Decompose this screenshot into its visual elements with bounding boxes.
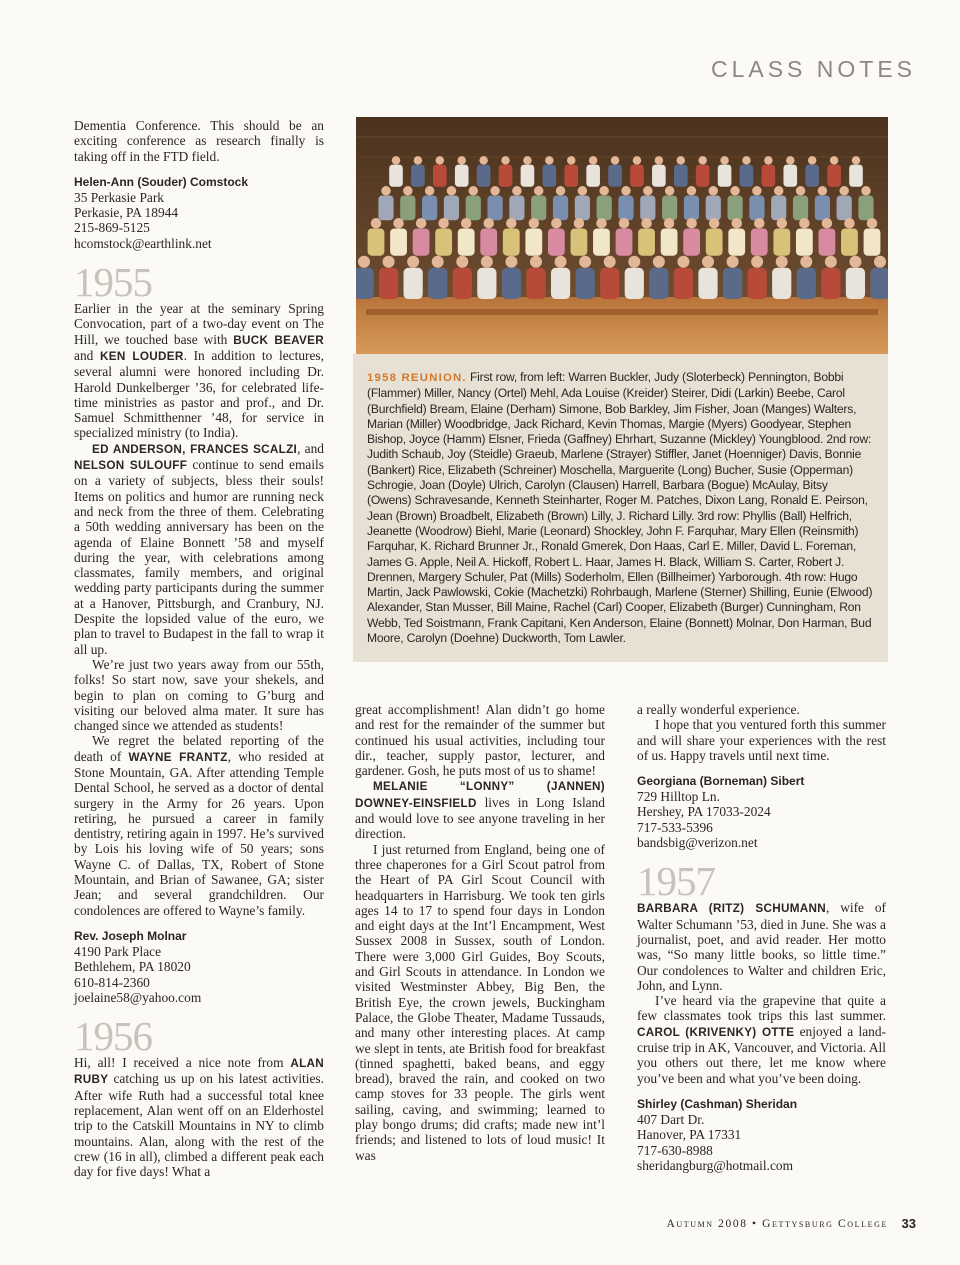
person-body bbox=[684, 196, 699, 221]
person-body bbox=[368, 228, 385, 255]
person-body bbox=[466, 196, 481, 221]
person-body bbox=[356, 268, 374, 299]
person-body bbox=[576, 268, 595, 299]
signature-city: Bethlehem, PA 18020 bbox=[74, 959, 191, 975]
person-head bbox=[556, 186, 566, 196]
person-head bbox=[844, 218, 855, 229]
person-head bbox=[425, 186, 435, 196]
person-head bbox=[822, 218, 833, 229]
person-head bbox=[589, 156, 598, 165]
person-body bbox=[727, 196, 742, 221]
photo-caption bbox=[367, 370, 874, 646]
person-head bbox=[643, 186, 653, 196]
signature-city: Hershey, PA 17033-2024 bbox=[637, 804, 771, 820]
text: continue to send emails on a variety of subjects, bless their souls! Items on politics and humor are running neck and neck from the three of them. Celebrating a 50th wedding anniversary has been on the agenda of Elaine Bonnett ’58 and myself during the year, with celebrations among classmates, family members, and original wedding party participants during the summer at a Hanover, Pittsburgh, and Cranbury, NJ. Despite the lopsided value of the euro, we plan to travel to Budapest in the fall to wrap it all up. bbox=[74, 457, 324, 657]
person-head bbox=[800, 256, 812, 268]
person-head bbox=[777, 218, 788, 229]
person-body bbox=[748, 268, 767, 299]
person-body bbox=[433, 165, 447, 187]
person-body bbox=[531, 196, 546, 221]
person-body bbox=[718, 165, 732, 187]
person-body bbox=[390, 228, 407, 255]
person-head bbox=[664, 218, 675, 229]
person-head bbox=[818, 186, 828, 196]
person-body bbox=[499, 165, 513, 187]
person-head bbox=[483, 218, 494, 229]
person-head bbox=[579, 256, 591, 268]
paragraph: great accomplishment! Alan didn’t go home and rest for the remainder of the summer but continued his usual activities, including tour dir., teacher, supply pastor, lecturer, and gardener. Gosh, he puts most of us to shame! bbox=[355, 702, 605, 779]
person-body bbox=[819, 228, 836, 255]
signature-block bbox=[637, 1096, 886, 1173]
person-head bbox=[461, 218, 472, 229]
person-body bbox=[378, 196, 393, 221]
classmate-name: ALAN RUBY bbox=[74, 1057, 324, 1087]
person-head bbox=[754, 218, 765, 229]
person-head bbox=[457, 156, 466, 165]
person-head bbox=[796, 186, 806, 196]
text: Earlier in the year at the seminary Spring Convocation, part of a two-day event on The Hill, we touched base with bbox=[74, 301, 324, 347]
person-head bbox=[874, 256, 886, 268]
signature-block bbox=[74, 928, 324, 1005]
signature-email[interactable]: joelaine58@yahoo.com bbox=[74, 989, 202, 1005]
person-head bbox=[506, 218, 517, 229]
paragraph bbox=[74, 441, 324, 657]
person-head bbox=[456, 256, 468, 268]
reunion-photo-image bbox=[356, 117, 888, 355]
person-head bbox=[407, 256, 419, 268]
person-head bbox=[709, 186, 719, 196]
classmate-name: MELANIE “LONNY” (JANNEN) DOWNEY-EINSFIELD bbox=[355, 780, 605, 810]
person-head bbox=[677, 156, 686, 165]
classmate-name: BUCK BEAVER bbox=[233, 333, 324, 347]
person-body bbox=[674, 268, 693, 299]
section-header: CLASS NOTES bbox=[710, 56, 916, 82]
signature-address: 35 Perkasie Park bbox=[74, 189, 164, 205]
person-body bbox=[389, 165, 403, 187]
person-body bbox=[706, 228, 723, 255]
person-head bbox=[867, 218, 878, 229]
person-head bbox=[808, 156, 817, 165]
signature-address: 407 Dart Dr. bbox=[637, 1111, 705, 1127]
text: enjoyed a land-cruise trip in AK, Vancouver, and Victoria. All you others out there, let me know where you’ve been and what you’ve been doing. bbox=[637, 1023, 886, 1086]
column-3 bbox=[637, 702, 886, 1179]
person-body bbox=[696, 165, 710, 187]
person-head bbox=[416, 218, 427, 229]
reunion-photo bbox=[356, 117, 888, 355]
person-body bbox=[553, 196, 568, 221]
text: I’ve heard via the grapevine that quite a few classmates took trips this last summer. bbox=[637, 993, 886, 1024]
paragraph: I just returned from England, being one of three chaperones for a Girl Scout patrol from the Heart of PA Girl Scout Council with headquarters in Harrisburg. We took ten girls ages 14 to 17 to spend four days in London and eight days at the Int’l Encampment, West Sussex 2008 in Sussex, south of London. There were 3,000 Girl Guides, Boy Scouts, and Girl Scouts in attendance. In London we visited Westminster Abbey, Big Ben, the British Eye, the crown jewels, Buckingham Palace, the Globe Theater, Madame Tussauds, and many other interesting places. At camp we slept in tents, ate British food for breakfast (tinned spaghetti, baked beans, and eggy bread), braved the rain, and cooked on two camp stoves for 33 people. The girls went sailing, caving, and swimming; learned to play bongo drums; did crafts; made new int’l friends; and listened to lots of loud music! It was bbox=[355, 841, 605, 1163]
person-body bbox=[783, 165, 797, 187]
person-body bbox=[428, 268, 447, 299]
classmate-name: NELSON SULOUFF bbox=[74, 459, 188, 473]
person-body bbox=[864, 228, 881, 255]
person-head bbox=[641, 218, 652, 229]
person-body bbox=[444, 196, 459, 221]
signature-phone: 610-814-2360 bbox=[74, 974, 150, 990]
person-head bbox=[731, 218, 742, 229]
photo-caption-box bbox=[353, 354, 888, 662]
text: catching us up on his latest activities. After wife Ruth had a successful total knee replacement, Alan went off on an Elderhostel trip to the Catskill Mountains in NY to climb mountains. Alan, along with the rest of the crew (16 in all), climbed a different peak each day for five days! What a bbox=[74, 1071, 324, 1180]
person-head bbox=[371, 218, 382, 229]
person-head bbox=[698, 156, 707, 165]
person-head bbox=[596, 218, 607, 229]
person-head bbox=[393, 218, 404, 229]
person-head bbox=[578, 186, 588, 196]
person-body bbox=[846, 268, 865, 299]
person-head bbox=[432, 256, 444, 268]
person-body bbox=[435, 228, 452, 255]
person-head bbox=[436, 156, 445, 165]
class-year-heading: 1957 bbox=[637, 858, 715, 905]
person-head bbox=[619, 218, 630, 229]
text: We regret the belated reporting of the death of bbox=[74, 733, 324, 764]
text: . In addition to lectures, several alumni were honored including Dr. Harold Dunkelberger ’36, for celebrated life-time ministries as pastor and prof., and Dr. Samuel Schmitthenner ’48, for service in specialized ministry (to India). bbox=[74, 347, 324, 441]
caption-text: First row, from left: Warren Buckler, Judy (Sloterbeck) Pennington, Bobbi (Flammer) Miller, Nancy (Ortel) Mehl, Ada Louise (Kreider) Steirer, Didi (Larkin) Beebe, Carol (Burchfield) Bream, Elaine (Derham) Simone, Bob Barkley, Jim Fisher, Joan (Manges) Walters, Marian (Miller) Woodbridge, Jack Richard, Kevin Thomas, Margie (Myers) Goodyear, Stephen Bishop, Joyce (Hamm) Elsner, Frieda (Gaffney) Ehrhart, Suzanne (Mickley) Youngblood. 2nd row: Judith Schaub, Joy (Steidle) Graeub, Marlene (Strayer) Stiffler, Janet (Hoenniger) Davis, Bonnie (Bankert) Rice, Elizabeth (Schreiner) Moschella, Marguerite (Long) Bucher, Susie (Opperman) Schrogie, Joan (Doyle) Ulrich, Carolyn (Clausen) Harrell, Barbara (Bogue) McAulay, Bitsy (Owens) Schravesande, Kenneth Steinharter, Roger M. Patches, Dixon Lang, Ronald E. Peirson, Jean (Brown) Broadbelt, Elizabeth (Brown) Lilly, J. Richard Lilly. 3rd row: Phyllis (Ball) Helfrich, Jeanette (Woodrow) Biehl, Marie (Leonard) Shockley, John F. Farquhar, Mary Ellen (Reinsmith) Farquhar, K. Richard Brunner Jr., Ronald Gmerek, Don Haas, Carl E. Miller, David L. Foreman, James G. Apple, Neil A. Hickoff, Robert L. Haar, James H. Black, William S. Carter, Robert J. Drennen, Margery Schuler, Pat (Mills) Soderholm, Ellen (Billheimer) Yarborough. 4th row: Hugo Martin, Jack Pawlowski, Cokie (Machetzki) Rohrbaugh, Marlene (Sterner) Shilling, Eunie (Elwood) Alexander, Stan Musser, Bill Maine, Rachel (Carl) Cooper, Elizabeth (Burger) Cunningham, Ron Webb, Ted Soistmann, Frank Capitani, Ken Anderson, Elaine (Bonnett) Molnar, Don Harman, Bud Moore, Carolyn (Doehne) Duckworth, Tom Lawler. bbox=[367, 370, 873, 646]
person-head bbox=[776, 256, 788, 268]
signature-email[interactable]: sheridangburg@hotmail.com bbox=[637, 1157, 794, 1173]
signature-name: Helen-Ann (Souder) Comstock bbox=[74, 174, 249, 189]
person-head bbox=[686, 218, 697, 229]
person-body bbox=[564, 165, 578, 187]
person-body bbox=[458, 228, 475, 255]
person-body bbox=[662, 196, 677, 221]
person-body bbox=[640, 196, 655, 221]
person-head bbox=[687, 186, 697, 196]
person-head bbox=[653, 256, 665, 268]
person-body bbox=[616, 228, 633, 255]
paragraph bbox=[74, 1055, 324, 1179]
person-body bbox=[526, 268, 545, 299]
person-head bbox=[479, 156, 488, 165]
person-head bbox=[677, 256, 689, 268]
person-body bbox=[477, 165, 491, 187]
text: , wife of Walter Schumann ’53, died in June. She was a journalist, poet, and avid reader. Her motto was, “So many little books, so little time.” Our condolences to Walter and children Eric, John, and Lynn. bbox=[637, 900, 886, 993]
person-body bbox=[797, 268, 816, 299]
person-head bbox=[481, 256, 493, 268]
person-head bbox=[786, 156, 795, 165]
person-body bbox=[480, 228, 497, 255]
signature-block bbox=[74, 174, 324, 251]
person-head bbox=[534, 186, 544, 196]
person-head bbox=[403, 186, 413, 196]
person-body bbox=[575, 196, 590, 221]
person-body bbox=[706, 196, 721, 221]
person-head bbox=[574, 218, 585, 229]
person-body bbox=[379, 268, 398, 299]
person-body bbox=[593, 228, 610, 255]
signature-city: Hanover, PA 17331 bbox=[637, 1127, 742, 1143]
person-body bbox=[661, 228, 678, 255]
signature-city: Perkasie, PA 18944 bbox=[74, 205, 179, 221]
paragraph bbox=[74, 733, 324, 918]
person-body bbox=[805, 165, 819, 187]
signature-address: 729 Hilltop Ln. bbox=[637, 789, 720, 805]
paragraph: We’re just two years away from our 55th, folks! So start now, save your shekels, and begin to plan on coming to G’burg and visiting our beloved alma mater. It sure has changed since we attended as students! bbox=[74, 656, 324, 734]
person-body bbox=[453, 268, 472, 299]
signature-block bbox=[637, 773, 886, 850]
person-body bbox=[543, 165, 557, 187]
person-body bbox=[652, 165, 666, 187]
person-head bbox=[852, 156, 861, 165]
person-body bbox=[487, 196, 502, 221]
classmate-name: KEN LOUDER bbox=[100, 349, 184, 363]
class-year-heading: 1956 bbox=[74, 1013, 152, 1060]
person-body bbox=[618, 196, 633, 221]
person-body bbox=[400, 196, 415, 221]
person-body bbox=[404, 268, 423, 299]
paragraph bbox=[637, 993, 886, 1086]
person-head bbox=[730, 186, 740, 196]
person-body bbox=[773, 228, 790, 255]
paragraph: I hope that you ventured forth this summer and will share your experiences with the rest of us. Happy travels until next time. bbox=[637, 717, 886, 763]
person-body bbox=[728, 228, 745, 255]
paragraph: a really wonderful experience. bbox=[637, 702, 800, 717]
person-body bbox=[502, 268, 521, 299]
signature-phone: 215-869-5125 bbox=[74, 220, 150, 236]
person-body bbox=[608, 165, 622, 187]
person-head bbox=[512, 186, 522, 196]
signature-address: 4190 Park Place bbox=[74, 943, 162, 959]
person-head bbox=[599, 186, 609, 196]
person-head bbox=[751, 256, 763, 268]
person-head bbox=[447, 186, 457, 196]
person-head bbox=[799, 218, 810, 229]
person-body bbox=[625, 268, 644, 299]
person-head bbox=[861, 186, 871, 196]
paragraph bbox=[74, 301, 324, 441]
person-head bbox=[727, 256, 739, 268]
person-body bbox=[477, 268, 496, 299]
class-year-heading: 1955 bbox=[74, 259, 152, 306]
person-head bbox=[555, 256, 567, 268]
signature-name: Shirley (Cashman) Sheridan bbox=[637, 1096, 798, 1111]
person-head bbox=[383, 256, 395, 268]
person-head bbox=[438, 218, 449, 229]
paragraph bbox=[355, 778, 605, 841]
caption-label: 1958 REUNION. bbox=[367, 372, 467, 384]
person-head bbox=[655, 156, 664, 165]
person-body bbox=[649, 268, 668, 299]
page-footer: Autumn 2008 • Gettysburg College bbox=[666, 1218, 888, 1230]
person-head bbox=[702, 256, 714, 268]
person-body bbox=[762, 165, 776, 187]
text: Hi, all! I received a nice note from bbox=[74, 1055, 291, 1071]
person-head bbox=[414, 156, 423, 165]
person-body bbox=[638, 228, 655, 255]
person-body bbox=[870, 268, 888, 299]
classmate-name: ED ANDERSON, FRANCES SCALZI bbox=[92, 442, 298, 456]
column-2 bbox=[355, 702, 605, 1163]
person-head bbox=[381, 186, 391, 196]
paragraph bbox=[637, 900, 886, 993]
person-body bbox=[837, 196, 852, 221]
person-body bbox=[796, 228, 813, 255]
person-body bbox=[597, 196, 612, 221]
person-body bbox=[793, 196, 808, 221]
person-body bbox=[551, 268, 570, 299]
person-head bbox=[621, 186, 631, 196]
person-body bbox=[586, 165, 600, 187]
intro-paragraph: Dementia Conference. This should be an exciting conference as research finally is taking off in the FTD field. bbox=[74, 118, 324, 164]
person-body bbox=[548, 228, 565, 255]
person-body bbox=[422, 196, 437, 221]
person-head bbox=[774, 186, 784, 196]
person-head bbox=[742, 156, 751, 165]
person-head bbox=[849, 256, 861, 268]
person-head bbox=[530, 256, 542, 268]
person-head bbox=[764, 156, 773, 165]
person-head bbox=[490, 186, 500, 196]
signature-email[interactable]: hcomstock@earthlink.net bbox=[74, 235, 212, 251]
text: and bbox=[74, 347, 100, 363]
person-head bbox=[567, 156, 576, 165]
person-head bbox=[529, 218, 540, 229]
person-body bbox=[749, 196, 764, 221]
person-head bbox=[392, 156, 401, 165]
person-body bbox=[740, 165, 754, 187]
person-head bbox=[665, 186, 675, 196]
person-body bbox=[521, 165, 535, 187]
person-body bbox=[503, 228, 520, 255]
person-body bbox=[772, 268, 791, 299]
text: , and bbox=[297, 440, 324, 456]
person-body bbox=[815, 196, 830, 221]
person-body bbox=[525, 228, 542, 255]
person-body bbox=[849, 165, 863, 187]
person-head bbox=[839, 186, 849, 196]
person-body bbox=[509, 196, 524, 221]
person-body bbox=[413, 228, 430, 255]
person-head bbox=[628, 256, 640, 268]
text: lives in Long Island and would love to see anyone traveling in her direction. bbox=[355, 794, 605, 842]
classmate-name: CAROL (KRIVENKY) OTTE bbox=[637, 1025, 795, 1039]
person-body bbox=[600, 268, 619, 299]
person-body bbox=[841, 228, 858, 255]
person-body bbox=[630, 165, 644, 187]
person-body bbox=[723, 268, 742, 299]
column-1 bbox=[74, 118, 324, 1180]
person-head bbox=[830, 156, 839, 165]
person-body bbox=[751, 228, 768, 255]
person-body bbox=[683, 228, 700, 255]
person-head bbox=[545, 156, 554, 165]
signature-name: Rev. Joseph Molnar bbox=[74, 928, 187, 943]
person-body bbox=[827, 165, 841, 187]
text: , who resided at Stone Mountain, GA. After attending Temple Dental School, he served as a doctor of dental surgery in the Army for 26 years. Upon retiring, he pursued a career in family dentistry, retiring again in 1997. He’s survived by Lois his loving wife of 50 years; sons Wayne C. of Dallas, TX, Robert of Stone Mountain, and Brian of Sawanee, GA; sister Jean; and several grandchildren. Our condolences are offered to Wayne’s family. bbox=[74, 748, 324, 918]
person-body bbox=[858, 196, 873, 221]
person-body bbox=[771, 196, 786, 221]
person-head bbox=[551, 218, 562, 229]
person-body bbox=[821, 268, 840, 299]
signature-phone: 717-533-5396 bbox=[637, 819, 713, 835]
person-head bbox=[611, 156, 620, 165]
person-body bbox=[455, 165, 469, 187]
person-head bbox=[505, 256, 517, 268]
signature-email[interactable]: bandsbig@verizon.net bbox=[637, 835, 758, 851]
person-body bbox=[674, 165, 688, 187]
page-number: 33 bbox=[901, 1216, 916, 1231]
classmate-name: BARBARA (RITZ) SCHUMANN bbox=[637, 902, 826, 916]
person-body bbox=[571, 228, 588, 255]
classmate-name: WAYNE FRANTZ bbox=[128, 750, 228, 764]
person-head bbox=[720, 156, 729, 165]
person-head bbox=[523, 156, 532, 165]
person-head bbox=[633, 156, 642, 165]
signature-name: Georgiana (Borneman) Sibert bbox=[637, 774, 805, 789]
person-head bbox=[501, 156, 510, 165]
signature-phone: 717-630-8988 bbox=[637, 1142, 713, 1158]
person-body bbox=[698, 268, 717, 299]
person-head bbox=[358, 256, 370, 268]
person-body bbox=[411, 165, 425, 187]
person-head bbox=[604, 256, 616, 268]
person-head bbox=[469, 186, 479, 196]
person-head bbox=[825, 256, 837, 268]
person-head bbox=[709, 218, 720, 229]
person-head bbox=[752, 186, 762, 196]
